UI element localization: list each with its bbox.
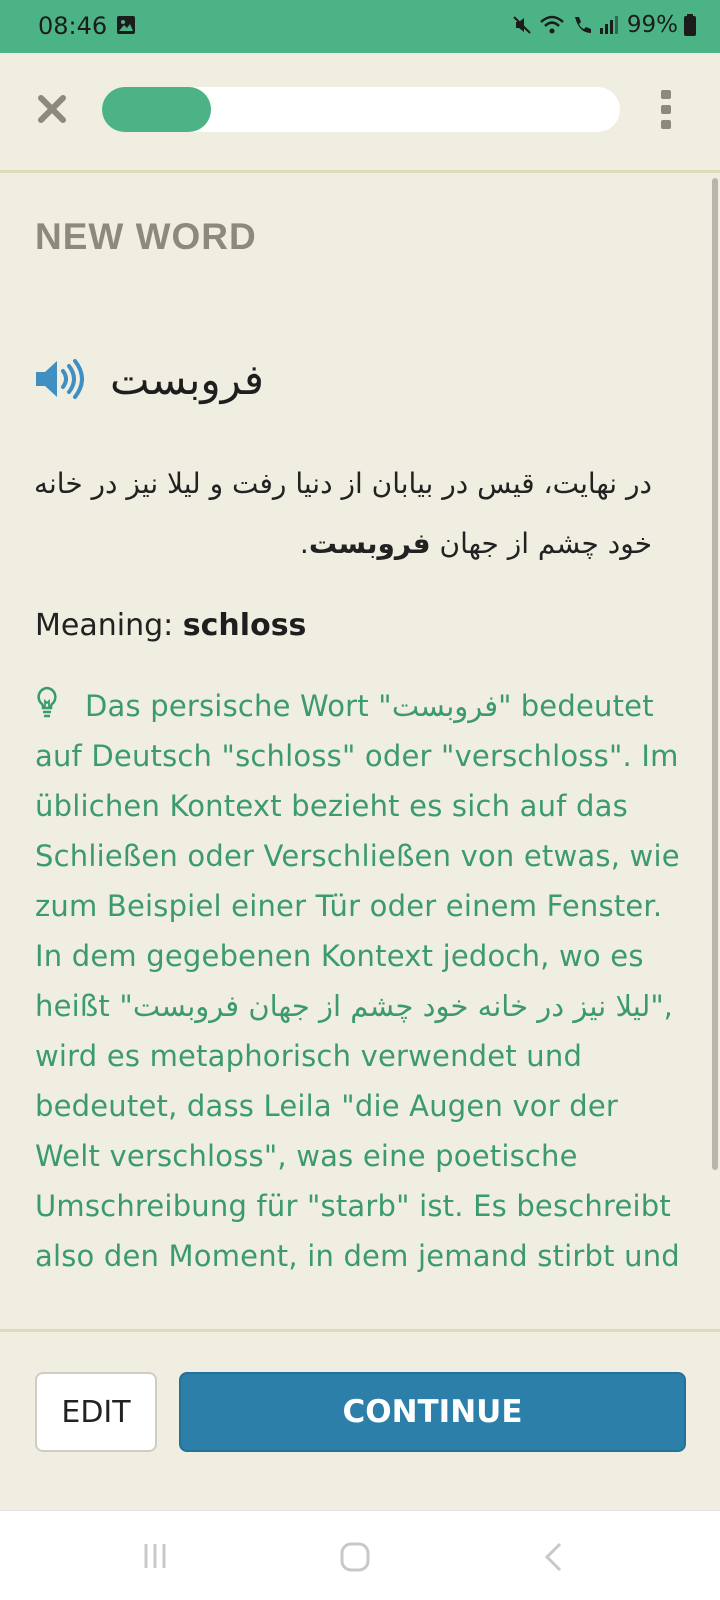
recent-apps-icon[interactable] bbox=[140, 1541, 170, 1571]
persian-word: فروبست bbox=[110, 354, 264, 404]
wifi-icon bbox=[539, 14, 565, 36]
word-row bbox=[34, 344, 264, 414]
status-time: 08:46 bbox=[38, 12, 108, 40]
battery-icon bbox=[684, 14, 696, 36]
edit-button[interactable]: EDIT bbox=[35, 1372, 157, 1452]
explanation-text bbox=[35, 681, 685, 1281]
lightbulb-icon bbox=[35, 686, 59, 720]
meaning-label: Meaning: bbox=[35, 608, 174, 643]
status-bar bbox=[0, 0, 720, 53]
lesson-progress-fill bbox=[102, 87, 211, 132]
meaning-line bbox=[35, 608, 306, 643]
action-bar bbox=[0, 1332, 720, 1510]
home-icon[interactable] bbox=[339, 1541, 371, 1573]
back-icon[interactable] bbox=[542, 1541, 566, 1573]
battery-percent: 99% bbox=[626, 12, 678, 38]
sentence-text: در نهایت، قیس در بیابان از دنیا رفت و لیلا نیز در خانه خود چشم از جهان bbox=[33, 467, 652, 560]
lesson-progress-bar bbox=[102, 87, 620, 132]
scrollbar[interactable] bbox=[712, 178, 718, 1170]
example-sentence bbox=[34, 454, 652, 574]
signal-icon bbox=[599, 14, 619, 36]
continue-button[interactable]: CONTINUE bbox=[179, 1372, 686, 1452]
gallery-icon bbox=[116, 15, 136, 35]
explanation-body: Das persische Wort "فروبست" bedeutet auf Deutsch "schloss" oder "verschloss". Im üblichen Kontext bezieht es sich auf das Schließen oder Verschließen von etwas, wie zum Beispiel einer Tür oder einem Fenster. In dem gegebenen Kontext jedoch, wo es heißt "لیلا نیز در خانه خود چشم از جهان فروبست", wird es metaphorisch verwendet und bedeutet, dass Leila "die Augen vor der Welt verschloss", was eine poetische Umschreibung für "starb" ist. Es beschreibt also den Moment, in dem jemand stirbt und bbox=[35, 689, 680, 1273]
meaning-value: schloss bbox=[182, 608, 307, 643]
sentence-highlight: فروبست bbox=[308, 527, 431, 560]
speaker-icon[interactable] bbox=[34, 358, 84, 400]
wifi-call-icon bbox=[571, 14, 593, 36]
top-divider bbox=[0, 170, 720, 173]
status-icons bbox=[511, 12, 696, 38]
word-card[interactable] bbox=[0, 176, 712, 1330]
lesson-top-bar bbox=[0, 53, 720, 173]
close-icon[interactable] bbox=[36, 93, 68, 125]
section-label: NEW WORD bbox=[35, 216, 257, 257]
sentence-end: . bbox=[299, 527, 309, 560]
system-nav-bar bbox=[0, 1510, 720, 1600]
mute-icon bbox=[511, 14, 533, 36]
kebab-menu-icon[interactable] bbox=[656, 89, 676, 131]
